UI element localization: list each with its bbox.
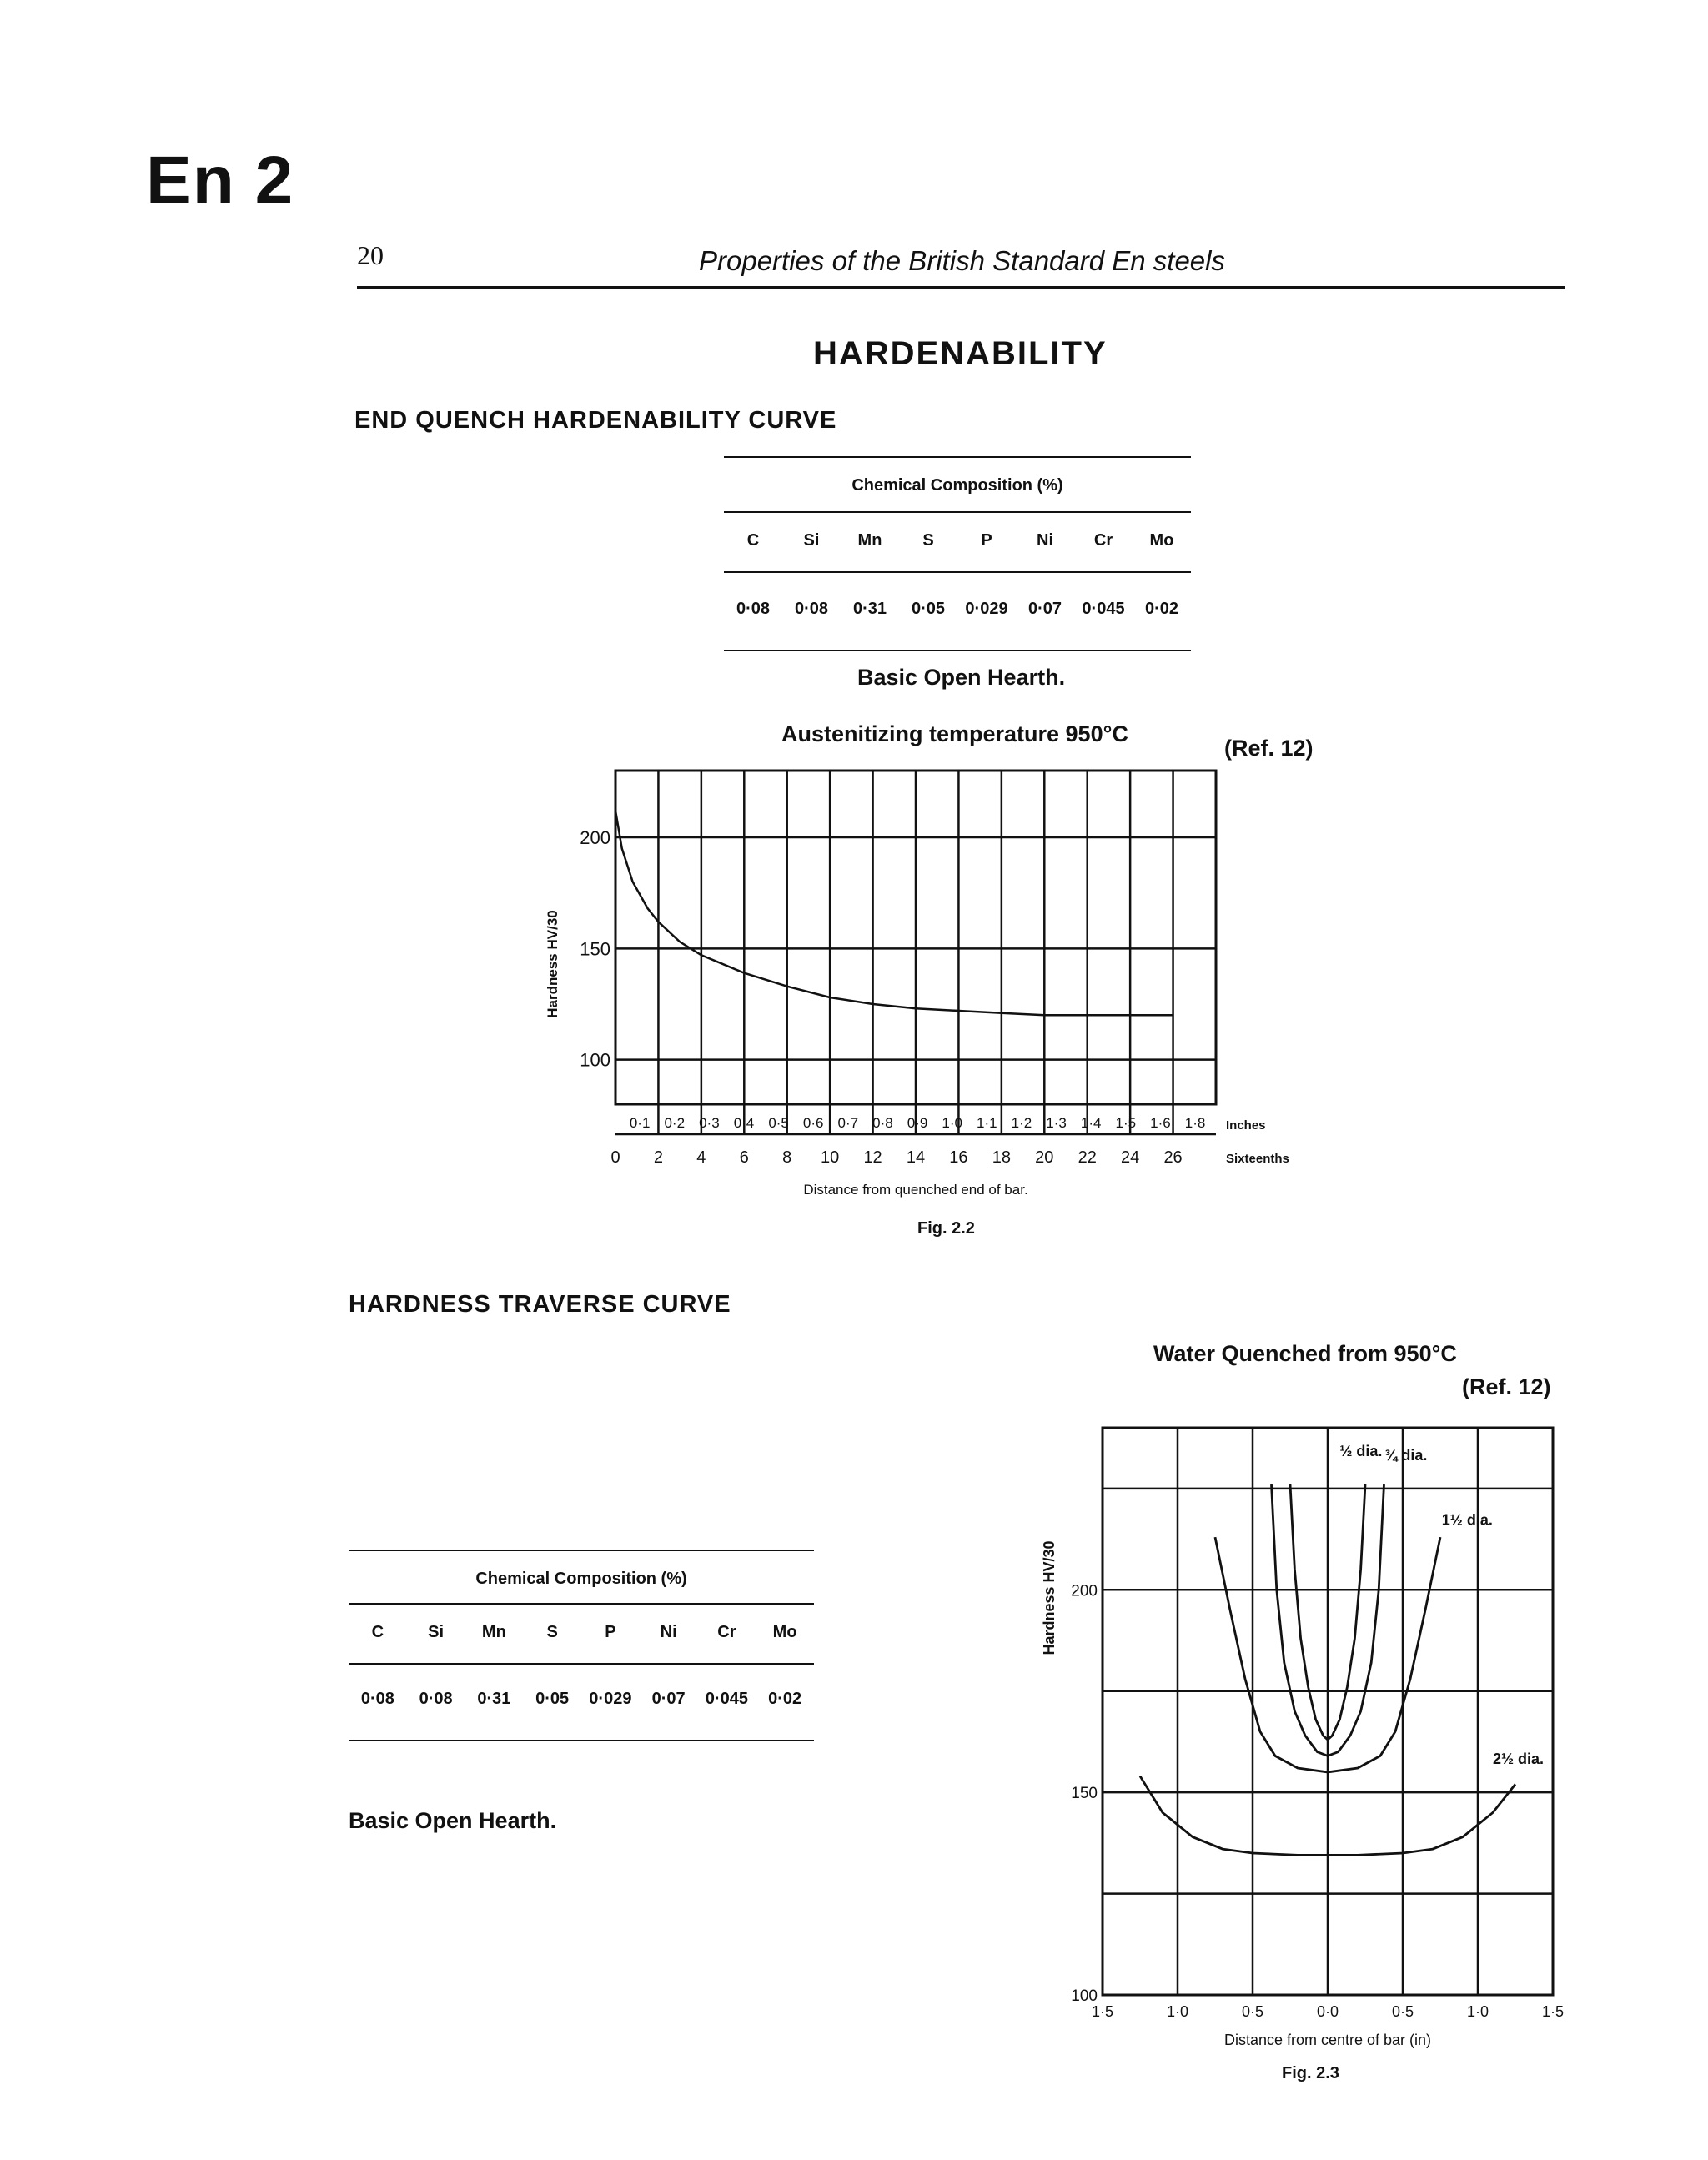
element-value-4: 0·029: [965, 600, 1008, 618]
element-value-2: 0·31: [852, 600, 887, 618]
x-tick-label-inches: 0·8: [872, 1115, 893, 1131]
x-tick-label: 0·5: [1241, 2003, 1264, 2020]
table-rule: [724, 456, 1191, 458]
x-tick-label-inches: 0·4: [733, 1115, 755, 1131]
x-tick-label-inches: 1·5: [1115, 1115, 1137, 1131]
y-tick-label: 200: [580, 827, 610, 848]
fig-2-2-label: Fig. 2.2: [917, 1219, 975, 1238]
x-unit-label-inches: Inches: [1226, 1118, 1266, 1133]
x-tick-label-sixteenths: 18: [992, 1148, 1011, 1167]
element-value-7: 0·02: [768, 1690, 802, 1708]
x-tick-label-inches: 1·4: [1080, 1115, 1102, 1131]
element-header-0: C: [746, 531, 760, 550]
x-tick-label-sixteenths: 22: [1078, 1148, 1097, 1167]
x-tick-label-sixteenths: 2: [653, 1148, 663, 1167]
table-rule: [724, 571, 1191, 573]
end-quench-composition-table: [724, 456, 1191, 656]
series-label-0: ½ dia.: [1339, 1443, 1383, 1459]
traverse-process: Basic Open Hearth.: [349, 1808, 557, 1833]
x-axis-label: Distance from quenched end of bar.: [803, 1182, 1028, 1198]
traverse-condition: Water Quenched from 950°C: [1153, 1341, 1457, 1366]
element-header-6: Cr: [1093, 531, 1113, 550]
x-tick-label: 1·5: [1091, 2003, 1114, 2020]
x-tick-label-sixteenths: 16: [949, 1148, 968, 1167]
element-value-3: 0·05: [911, 600, 946, 618]
table-rule: [349, 1550, 814, 1551]
element-header-0: C: [371, 1623, 384, 1641]
element-value-6: 0·045: [1082, 600, 1125, 618]
x-tick-label-sixteenths: 8: [782, 1148, 792, 1167]
x-tick-label-sixteenths: 26: [1163, 1148, 1183, 1167]
element-value-7: 0·02: [1144, 600, 1179, 618]
series-label-2: 1½ dia.: [1441, 1511, 1493, 1529]
element-value-0: 0·08: [736, 600, 771, 618]
element-value-1: 0·08: [794, 600, 829, 618]
x-tick-label-sixteenths: 0: [610, 1148, 620, 1167]
x-tick-label-sixteenths: 24: [1121, 1148, 1140, 1167]
traverse-reference: (Ref. 12): [1462, 1374, 1551, 1399]
x-tick-label-sixteenths: 14: [906, 1148, 926, 1167]
traverse-composition-table: [349, 1550, 814, 1750]
element-header-5: Ni: [660, 1623, 677, 1641]
y-tick-label: 200: [1071, 1582, 1098, 1600]
x-tick-label-inches: 1·0: [942, 1115, 962, 1131]
x-tick-label-inches: 0·5: [768, 1115, 789, 1131]
table-title: Chemical Composition (%): [475, 1570, 687, 1588]
x-tick-label: 1·5: [1541, 2003, 1565, 2020]
element-header-7: Mo: [772, 1623, 797, 1641]
x-tick-label-sixteenths: 20: [1035, 1148, 1054, 1167]
x-tick-label-sixteenths: 10: [821, 1148, 840, 1167]
x-unit-label-sixteenths: Sixteenths: [1226, 1152, 1289, 1166]
table-rule: [724, 511, 1191, 513]
steel-code: En 2: [146, 143, 294, 219]
x-tick-label: 1·0: [1166, 2003, 1189, 2020]
page-number: 20: [357, 240, 384, 270]
element-value-3: 0·05: [535, 1690, 570, 1708]
y-tick-label: 150: [580, 938, 610, 960]
element-value-1: 0·08: [419, 1690, 453, 1708]
y-tick-label: 150: [1071, 1785, 1098, 1803]
element-header-2: Mn: [481, 1623, 506, 1641]
y-tick-label: 100: [580, 1049, 610, 1071]
x-tick-label: 0·5: [1391, 2003, 1414, 2020]
element-header-4: P: [981, 531, 992, 550]
x-tick-label-sixteenths: 12: [863, 1148, 882, 1167]
x-tick-label-inches: 0·3: [699, 1115, 720, 1131]
header-rule: [357, 286, 1565, 289]
series-label-1: ¾ dia.: [1384, 1446, 1428, 1464]
x-tick-label-inches: 1·8: [1184, 1115, 1206, 1131]
x-tick-label-inches: 0·7: [837, 1115, 859, 1131]
element-value-5: 0·07: [1027, 600, 1062, 618]
element-header-3: S: [922, 531, 934, 550]
running-title: Properties of the British Standard En steels: [699, 245, 1225, 276]
traverse-heading: HARDNESS TRAVERSE CURVE: [349, 1291, 731, 1318]
element-value-0: 0·08: [360, 1690, 394, 1708]
table-rule: [724, 650, 1191, 651]
traverse-chart: [1026, 1409, 1565, 2052]
end-quench-heading: END QUENCH HARDENABILITY CURVE: [354, 407, 837, 434]
element-header-4: P: [605, 1623, 616, 1641]
x-tick-label: 1·0: [1466, 2003, 1489, 2020]
y-axis-label: Hardness HV/30: [1041, 1540, 1057, 1655]
end-quench-condition: Austenitizing temperature 950°C: [781, 721, 1128, 746]
element-header-2: Mn: [857, 531, 882, 550]
element-value-4: 0·029: [589, 1690, 632, 1708]
element-value-5: 0·07: [651, 1690, 686, 1708]
table-rule: [349, 1740, 814, 1741]
x-tick-label-inches: 0·9: [907, 1115, 928, 1131]
x-tick-label-sixteenths: 6: [739, 1148, 749, 1167]
series-label-3: 2½ dia.: [1493, 1751, 1545, 1768]
y-tick-label: 100: [1071, 1987, 1098, 2005]
table-rule: [349, 1603, 814, 1605]
element-header-7: Mo: [1149, 531, 1174, 550]
x-tick-label-inches: 0·1: [629, 1115, 651, 1131]
element-header-5: Ni: [1037, 531, 1053, 550]
element-header-3: S: [546, 1623, 558, 1641]
x-tick-label-inches: 1·6: [1150, 1115, 1171, 1131]
element-header-1: Si: [428, 1623, 445, 1641]
x-tick-label-inches: 0·6: [802, 1115, 824, 1131]
element-value-6: 0·045: [705, 1690, 748, 1708]
end-quench-reference: (Ref. 12): [1224, 736, 1314, 761]
x-tick-label: 0·0: [1316, 2003, 1339, 2020]
section-title: HARDENABILITY: [813, 335, 1108, 372]
end-quench-process: Basic Open Hearth.: [857, 665, 1066, 690]
element-header-6: Cr: [717, 1623, 736, 1641]
hardenability-curve: [615, 811, 1173, 1015]
x-tick-label-inches: 1·2: [1011, 1115, 1032, 1131]
x-tick-label-inches: 1·1: [977, 1115, 997, 1131]
x-axis-label: Distance from centre of bar (in): [1223, 2032, 1432, 2048]
fig-2-3-label: Fig. 2.3: [1282, 2064, 1339, 2082]
x-tick-label-inches: 1·3: [1046, 1115, 1067, 1131]
end-quench-chart: [500, 751, 1434, 1201]
x-tick-label-inches: 0·2: [664, 1115, 686, 1131]
x-tick-label-sixteenths: 4: [696, 1148, 706, 1167]
element-value-2: 0·31: [477, 1690, 511, 1708]
table-rule: [349, 1663, 814, 1665]
y-axis-label: Hardness HV/30: [545, 910, 560, 1018]
element-header-1: Si: [803, 531, 820, 550]
table-title: Chemical Composition (%): [851, 476, 1063, 495]
